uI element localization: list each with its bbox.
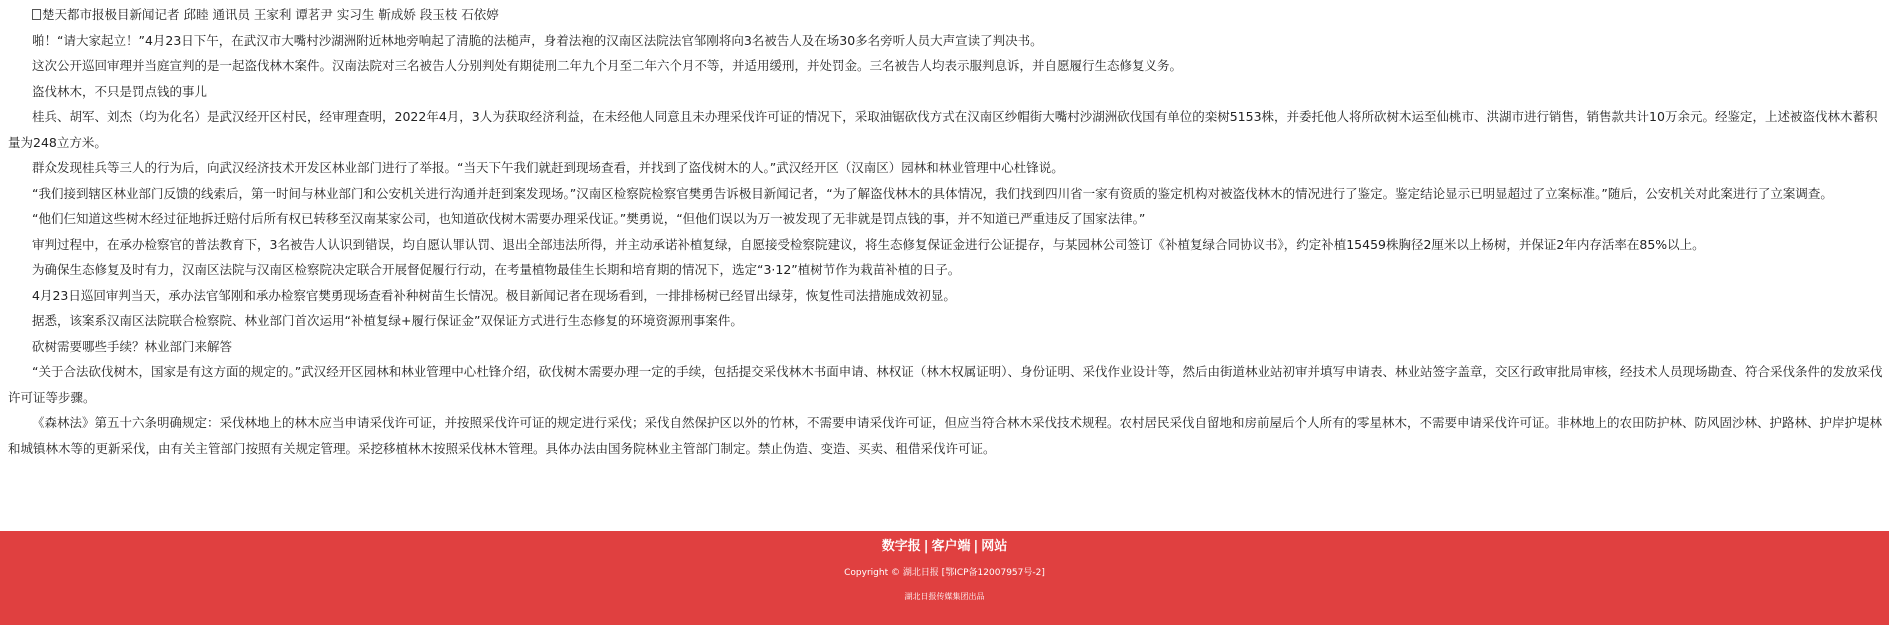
article-paragraph: 这次公开巡回审理并当庭宣判的是一起盗伐林木案件。汉南法院对三名被告人分别判处有期徒刑二年九个月至二年六个月不等，并适用缓刑，并处罚金。三名被告人均表示服判息诉，并自愿履行生态修复义务。 — [32, 58, 1183, 73]
footer-link-website[interactable]: 网站 — [981, 539, 1008, 554]
footer-link-separator: | — [973, 539, 979, 554]
article-paragraph: 审判过程中，在承办检察官的普法教育下，3名被告人认识到错误，均自愿认罪认罚、退出全部违法所得，并主动承诺补植复绿，自愿接受检察院建议，将生态修复保证金进行公证提存，与某园林公司签订《补植复绿合同协议书》，约定补植15459株胸径2厘米以上杨树，并保证2年内存活率在85%以上。 — [32, 236, 1705, 252]
article-subheading: 盗伐林木，不只是罚点钱的事儿 — [32, 83, 208, 99]
article-paragraph: 群众发现桂兵等三人的行为后，向武汉经济技术开发区林业部门进行了举报。“当天下午我们就赶到现场查看，并找到了盗伐树木的人。”武汉经开区（汉南区）园林和林业管理中心杜锋说。 — [32, 160, 1064, 175]
article-subheading: 砍树需要哪些手续？林业部门来解答 — [32, 338, 233, 354]
byline-text: 楚天都市报极目新闻记者 邱睦 通讯员 王家利 谭茗尹 实习生 靳成娇 段玉枝 石依婷 — [42, 7, 499, 22]
article-paragraph: 《森林法》第五十六条明确规定：采伐林地上的林木应当申请采伐许可证，并按照采伐许可证的规定进行采伐；采伐自然保护区以外的竹林，不需要申请采伐许可证，但应当符合林木采伐技术规程。农村居民采伐自留地和房前屋后个人所有的零星林木，不需要申请采伐许可证。非林地上的农田防护林、防风固沙林、护路林、护岸护堤林和城镇林木等的更新采伐，由有关主管部门按照有关规定管理。采挖移植林木按照采伐林木管理。具体办法由国务院林业主管部门制定。禁止伪造、变造、买卖、租借采伐许可证。 — [8, 415, 1883, 456]
footer-links — [0, 536, 1889, 558]
article-paragraph: 桂兵、胡军、刘杰（均为化名）是武汉经开区村民，经审理查明，2022年4月，3人为获取经济利益，在未经他人同意且未办理采伐许可证的情况下，采取油锯砍伐方式在汉南区纱帽街大嘴村沙湖洲砍伐国有单位的栾树5153株，并委托他人将所砍树木运至仙桃市、洪湖市进行销售，销售款共计10万余元。经鉴定，上述被盗伐林木蓄积量为248立方米。 — [8, 109, 1878, 150]
article-paragraph: “他们仨知道这些树木经过征地拆迁赔付后所有权已转移至汉南某家公司，也知道砍伐树木需要办理采伐证。”樊勇说，“但他们误以为万一被发现了无非就是罚点钱的事，并不知道已严重违反了国家法律。” — [32, 211, 1146, 226]
broken-image-icon — [32, 9, 41, 20]
article-paragraph: “我们接到辖区林业部门反馈的线索后，第一时间与林业部门和公安机关进行沟通并赶到案发现场。”汉南区检察院检察官樊勇告诉极目新闻记者，“为了解盗伐林木的具体情况，我们找到四川省一家有资质的鉴定机构对被盗伐林木的情况进行了鉴定。鉴定结论显示已明显超过了立案标准。”随后，公安机关对此案进行了立案调查。 — [32, 185, 1833, 201]
footer-link-client[interactable]: 客户端 — [931, 539, 971, 554]
footer-copyright: Copyright © 湖北日报 [鄂ICP备12007957号-2] — [844, 568, 1045, 578]
site-footer — [0, 531, 1889, 625]
article-byline — [8, 2, 1885, 28]
footer-link-separator: | — [923, 539, 929, 554]
article-paragraph: 为确保生态修复及时有力，汉南区法院与汉南区检察院决定联合开展督促履行行动，在考量植物最佳生长期和培育期的情况下，选定“3·12”植树节作为栽苗补植的日子。 — [32, 262, 961, 277]
footer-publisher: 湖北日报传媒集团出品 — [904, 592, 985, 601]
footer-link-digital-paper[interactable]: 数字报 — [881, 539, 921, 554]
article-paragraph: “关于合法砍伐树木，国家是有这方面的规定的。”武汉经开区园林和林业管理中心杜锋介绍，砍伐树木需要办理一定的手续，包括提交采伐林木书面申请、林权证（林木权属证明）、身份证明、采伐作业设计等，然后由街道林业站初审并填写申请表、林业站签字盖章，交区行政审批局审核，经技术人员现场勘查、符合采伐条件的发放采伐许可证等步骤。 — [8, 364, 1883, 405]
article-paragraph: 啪！“请大家起立！”4月23日下午，在武汉市大嘴村沙湖洲附近林地旁响起了清脆的法槌声，身着法袍的汉南区法院法官邹刚将向3名被告人及在场30多名旁听人员大声宣读了判决书。 — [32, 32, 1043, 48]
article-paragraph: 据悉，该案系汉南区法院联合检察院、林业部门首次运用“补植复绿+履行保证金”双保证方式进行生态修复的环境资源刑事案件。 — [32, 313, 743, 328]
article-paragraph: 4月23日巡回审判当天，承办法官邹刚和承办检察官樊勇现场查看补种树苗生长情况。极目新闻记者在现场看到，一排排杨树已经冒出绿芽，恢复性司法措施成效初显。 — [32, 287, 956, 303]
